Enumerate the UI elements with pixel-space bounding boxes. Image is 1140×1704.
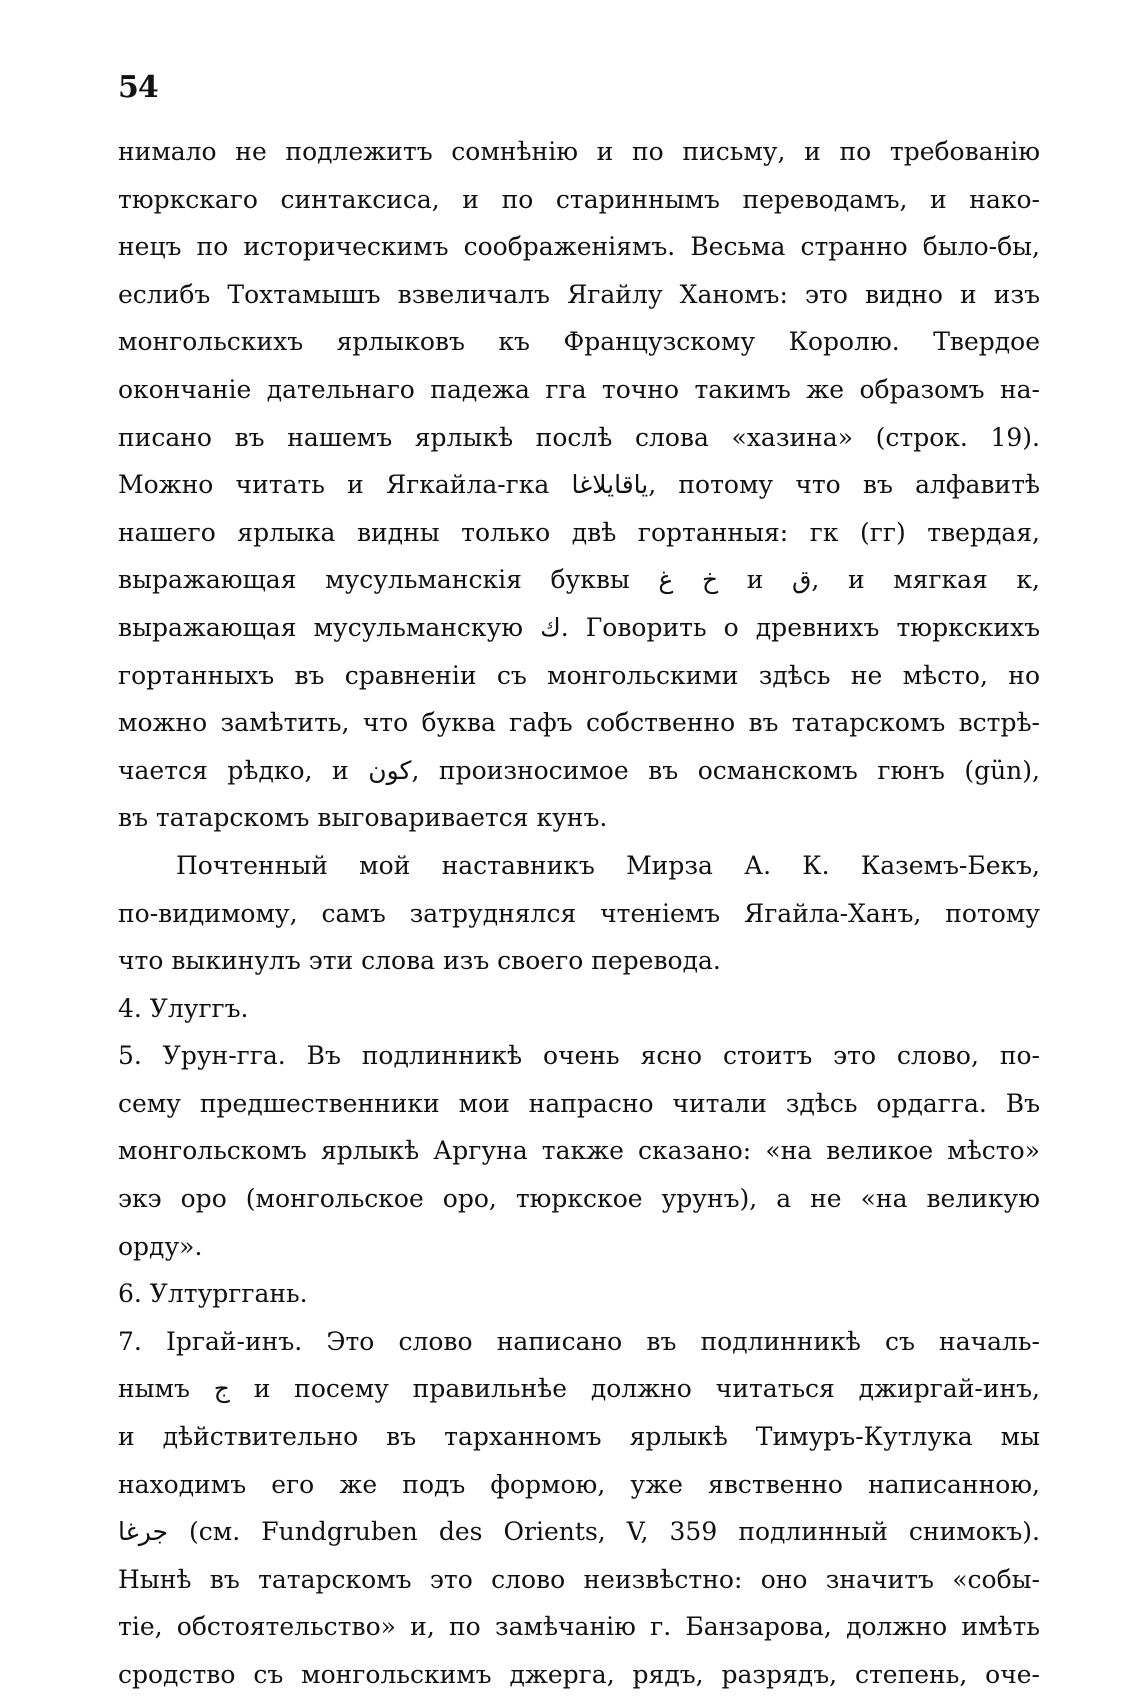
text-line: Почтенный мой наставникъ Мирза А. К. Каземъ-Бекъ, — [176, 850, 1040, 880]
text-line: Можно читать и Ягкайла-гка ياقايلاغا, потому что въ алфавитѣ — [118, 470, 1040, 500]
text-line: чается рѣдко, и كون, произносимое въ османскомъ гюнъ (gün), — [118, 755, 1040, 785]
page-number: 54 — [118, 70, 158, 105]
text-line: гортанныхъ въ сравненіи съ монгольскими здѣсь не мѣсто, но — [118, 660, 1040, 690]
text-line: находимъ его же подъ формою, уже явственно написанною, — [118, 1469, 1040, 1499]
text-line: 7. Іргай-инъ. Это слово написано въ подлинникѣ съ началь- — [118, 1326, 1040, 1356]
text-line: по-видимому, самъ затруднялся чтеніемъ Ягайла-Ханъ, потому — [118, 898, 1040, 928]
text-line: сему предшественники мои напрасно читали здѣсь ордагга. Въ — [118, 1088, 1040, 1118]
text-line: можно замѣтить, что буква гафъ собственно въ татарскомъ встрѣ- — [118, 708, 1040, 738]
text-line: нымъ ج и посему правильнѣе должно читаться джиргай-инъ, — [118, 1374, 1040, 1404]
text-line: тюркскаго синтаксиса, и по стариннымъ переводамъ, и нако- — [118, 184, 1040, 214]
text-line: монгольскомъ ярлыкѣ Аргуна также сказано: «на великое мѣсто» — [118, 1136, 1040, 1166]
text-line: писано въ нашемъ ярлыкѣ послѣ слова «хазина» (строк. 19). — [118, 422, 1040, 452]
text-line: 4. Улуггъ. — [118, 993, 249, 1023]
text-line: выражающая мусульманскія буквы خ غ и ق, и мягкая к, — [118, 565, 1041, 595]
body-text — [118, 128, 1040, 1699]
text-line: орду». — [118, 1231, 203, 1261]
text-line: جرغا (см. Fundgruben des Orients, V, 359 подлинный снимокъ). — [118, 1517, 1040, 1547]
text-line: еслибъ Тохтамышъ взвеличалъ Ягайлу Ханомъ: это видно и изъ — [118, 279, 1040, 309]
text-line: монгольскихъ ярлыковъ къ Французскому Королю. Твердое — [118, 327, 1040, 357]
text-line: тіе, обстоятельство» и, по замѣчанію г. Банзарова, должно имѣть — [118, 1612, 1040, 1642]
text-line: выражающая мусульманскую ك. Говорить о древнихъ тюркскихъ — [118, 612, 1040, 642]
text-line: что выкинулъ эти слова изъ своего перевода. — [118, 946, 721, 976]
text-line: нецъ по историческимъ соображеніямъ. Весьма странно было-бы, — [118, 232, 1040, 262]
text-line: экэ оро (монгольское оро, тюркское урунъ), а не «на великую — [118, 1184, 1040, 1214]
text-line: въ татарскомъ выговаривается кунъ. — [118, 803, 608, 833]
text-line: Нынѣ въ татарскомъ это слово неизвѣстно: оно значитъ «собы- — [118, 1564, 1040, 1594]
text-line: сродство съ монгольскимъ джерга, рядъ, разрядъ, степень, оче- — [118, 1660, 1040, 1689]
text-line: и дѣйствительно въ тарханномъ ярлыкѣ Тимуръ-Кутлука мы — [118, 1422, 1040, 1452]
text-line: нашего ярлыка видны только двѣ гортанныя: гк (гг) твердая, — [118, 517, 1040, 547]
text-line: 6. Ултурггань. — [118, 1279, 308, 1309]
text-line: окончаніе дательнаго падежа гга точно такимъ же образомъ на- — [118, 374, 1040, 404]
text-line: 5. Урун-гга. Въ подлинникѣ очень ясно стоитъ это слово, по- — [118, 1041, 1040, 1071]
text-line: нимало не подлежитъ сомнѣнію и по письму, и по требованію — [118, 137, 1040, 166]
